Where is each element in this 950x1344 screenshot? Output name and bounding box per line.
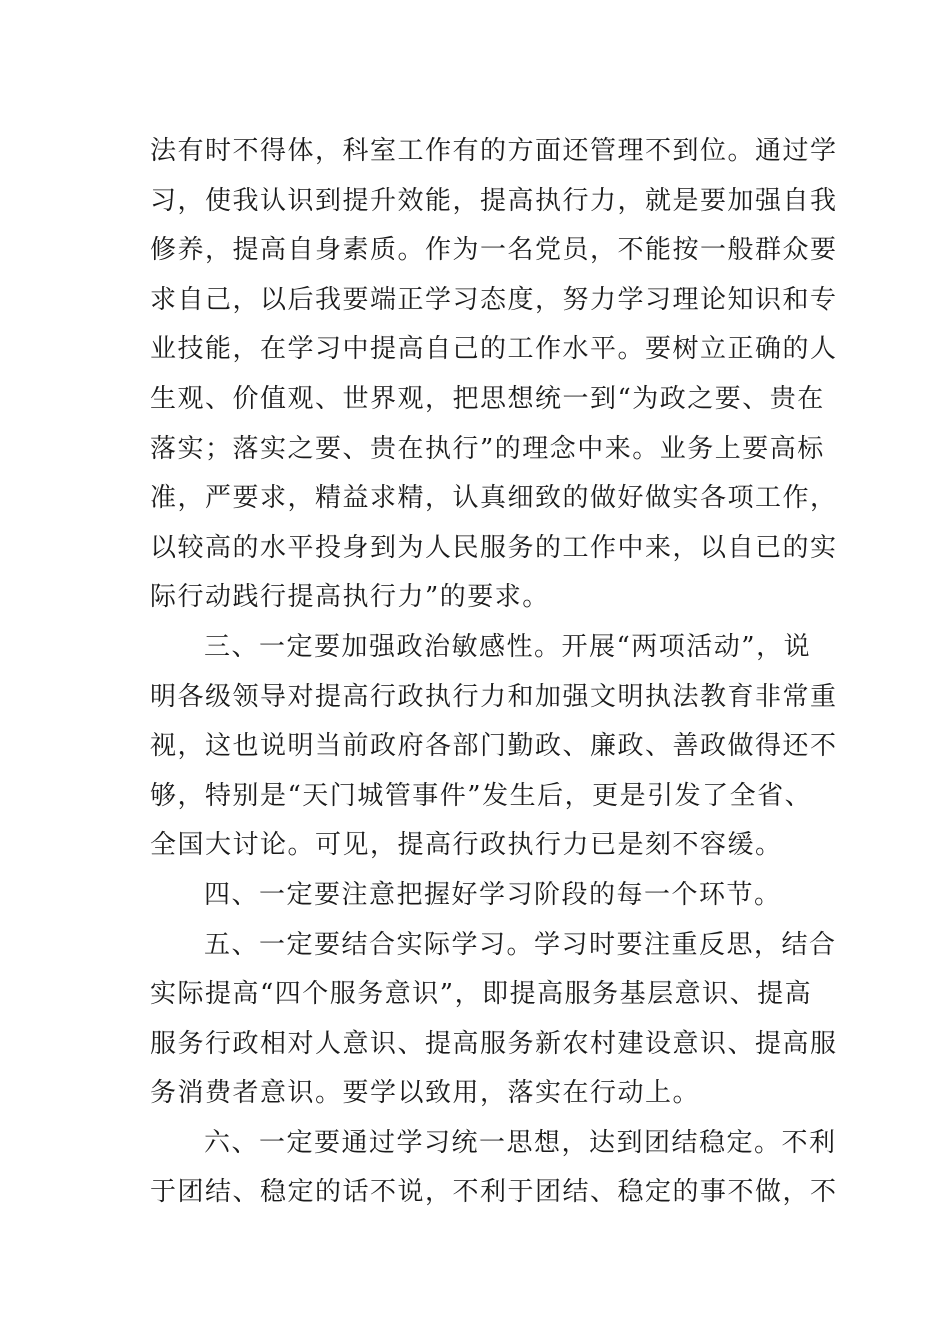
paragraph-start-line: 四、一定要注意把握好学习阶段的每一个环节。 [204,879,782,910]
text-line: 修养，提高自身素质。作为一名党员，不能按一般群众要 [150,235,838,266]
text-line: 全国大讨论。可见，提高行政执行力已是刻不容缓。 [150,830,783,861]
text-line: 服务行政相对人意识、提高服务新农村建设意识、提高服 [150,1028,838,1059]
text-line: 法有时不得体，科室工作有的方面还管理不到位。通过学 [150,136,838,166]
text-line: 求自己，以后我要端正学习态度，努力学习理论知识和专 [150,284,838,315]
text-line: 际行动践行提高执行力”的要求。 [150,582,550,613]
text-line: 落实；落实之要、贵在执行”的理念中来。业务上要高标 [150,433,825,464]
text-line: 以较高的水平投身到为人民服务的工作中来，以自已的实 [150,532,838,563]
paragraph-start-line: 六、一定要通过学习统一思想，达到团结稳定。不利 [204,1127,837,1158]
text-line: 明各级领导对提高行政执行力和加强文明执法教育非常重 [150,681,838,712]
paragraph-start-line: 五、一定要结合实际学习。学习时要注重反思，结合 [204,929,837,960]
text-line: 习，使我认识到提升效能，提高执行力，就是要加强自我 [150,185,838,216]
document-body [150,127,838,1218]
text-line: 于团结、稳定的话不说，不利于团结、稳定的事不做，不 [150,1177,838,1208]
text-line: 准，严要求，精益求精，认真细致的做好做实各项工作， [150,483,838,514]
paragraph-start-line: 三、一定要加强政治敏感性。开展“两项活动”，说 [204,631,812,662]
text-line: 实际提高“四个服务意识”，即提高服务基层意识、提高 [150,979,813,1010]
text-line: 视，这也说明当前政府各部门勤政、廉政、善政做得还不 [150,731,838,762]
text-line: 生观、价值观、世界观，把思想统一到“为政之要、贵在 [150,383,825,414]
text-line: 够，特别是“天门城管事件”发生后，更是引发了全省、 [150,780,813,811]
text-line: 务消费者意识。要学以致用，落实在行动上。 [150,1078,701,1109]
text-line: 业技能，在学习中提高自己的工作水平。要树立正确的人 [150,334,838,365]
